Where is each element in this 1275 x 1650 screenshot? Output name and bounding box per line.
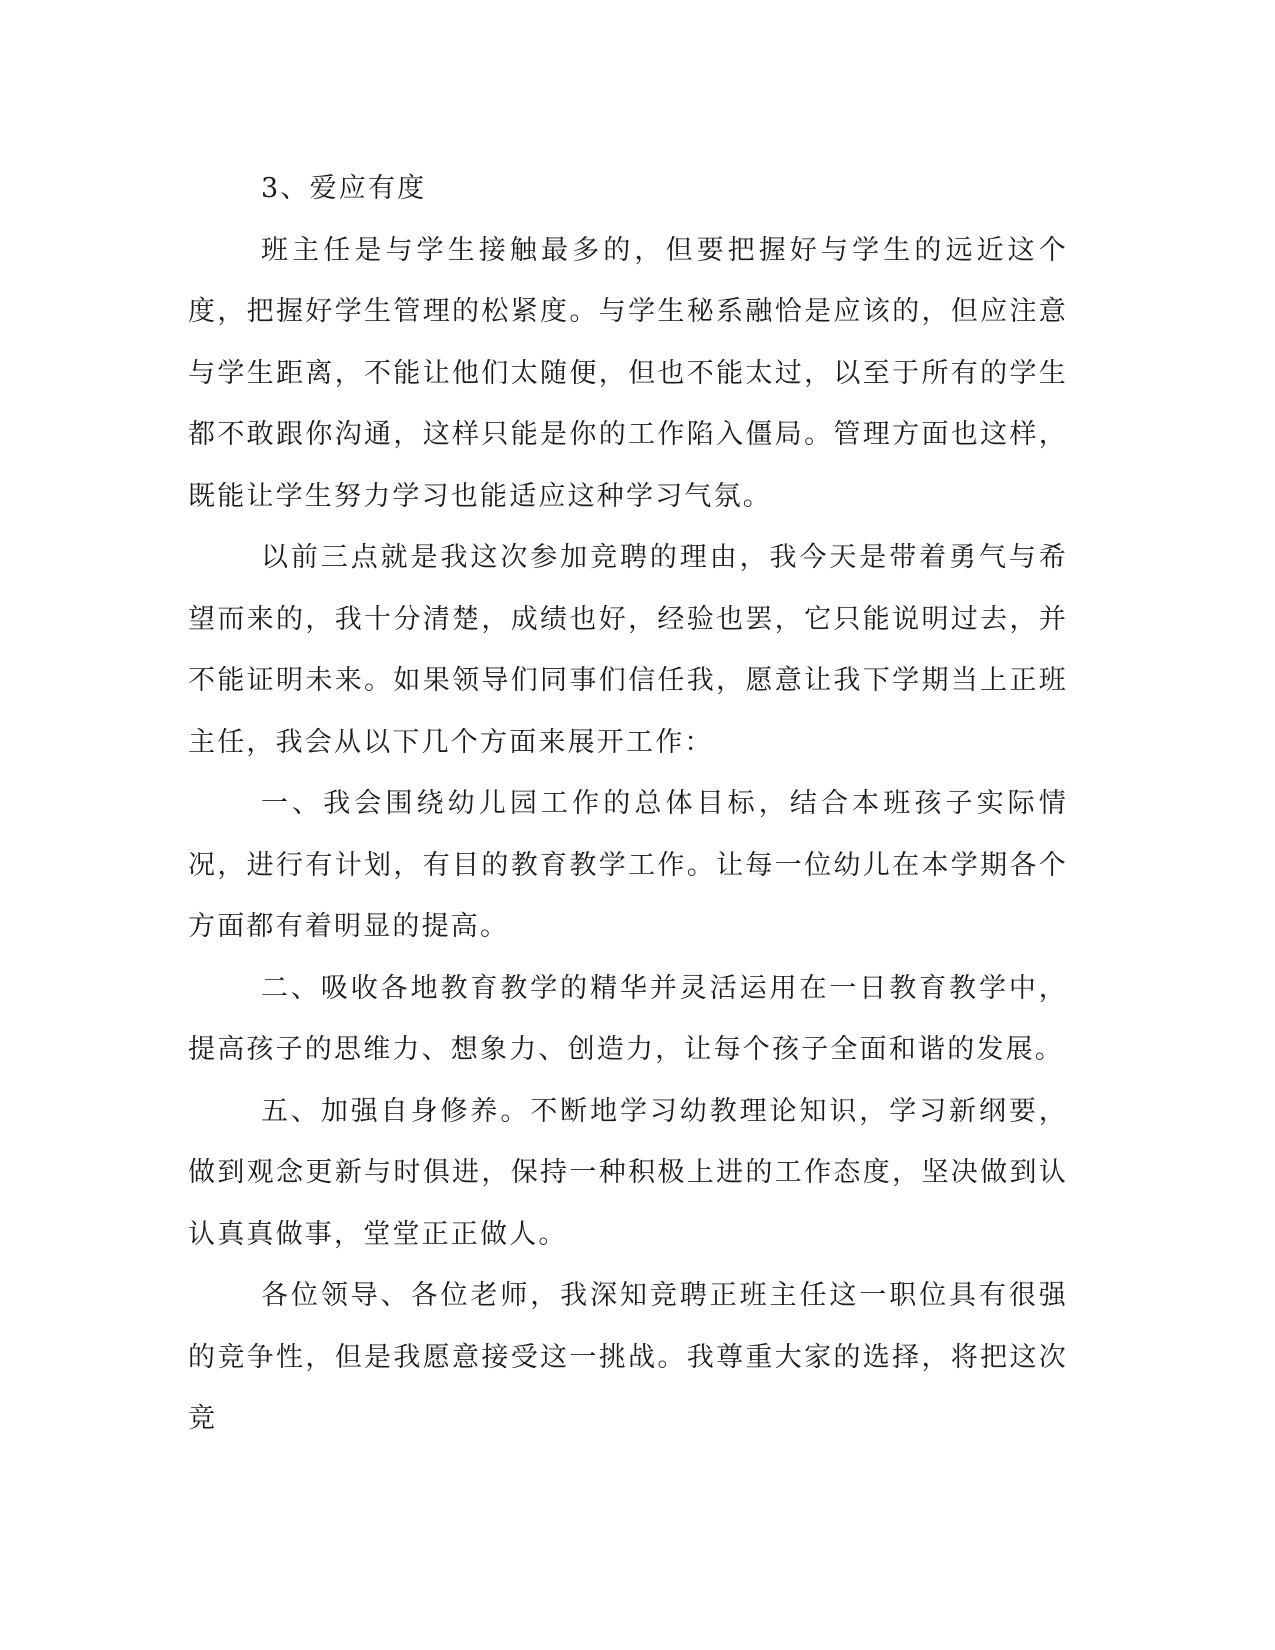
paragraph-goal-five: 五、加强自身修养。不断地学习幼教理论知识，学习新纲要，做到观念更新与时俱进，保持一种积极上进的工作态度，坚决做到认认真真做事，堂堂正正做人。	[188, 1095, 1068, 1250]
document-body	[188, 158, 1068, 1450]
paragraph-reasons: 以前三点就是我这次参加竞聘的理由，我今天是带着勇气与希望而来的，我十分清楚，成绩也好，经验也罢，它只能说明过去，并不能证明未来。如果领导们同事们信任我，愿意让我下学期当上正班主任，我会从以下几个方面来展开工作：	[188, 542, 1068, 758]
paragraph-goal-two: 二、吸收各地教育教学的精华并灵活运用在一日教育教学中，提高孩子的思维力、想象力、创造力，让每个孩子全面和谐的发展。	[188, 972, 1068, 1065]
paragraph-closing: 各位领导、各位老师，我深知竞聘正班主任这一职位具有很强的竞争性，但是我愿意接受这一挑战。我尊重大家的选择，将把这次竞	[188, 1280, 1068, 1434]
section-heading: 3、爱应有度	[261, 173, 427, 204]
paragraph-distance: 班主任是与学生接触最多的，但要把握好与学生的远近这个度，把握好学生管理的松紧度。与学生秘系融恰是应该的，但应注意与学生距离，不能让他们太随便，但也不能太过，以至于所有的学生都不敢跟你沟通，这样只能是你的工作陷入僵局。管理方面也这样，既能让学生努力学习也能适应这种学习气氛。	[188, 234, 1068, 512]
paragraph-goal-one: 一、我会围绕幼儿园工作的总体目标，结合本班孩子实际情况，进行有计划，有目的教育教学工作。让每一位幼儿在本学期各个方面都有着明显的提高。	[188, 788, 1068, 942]
